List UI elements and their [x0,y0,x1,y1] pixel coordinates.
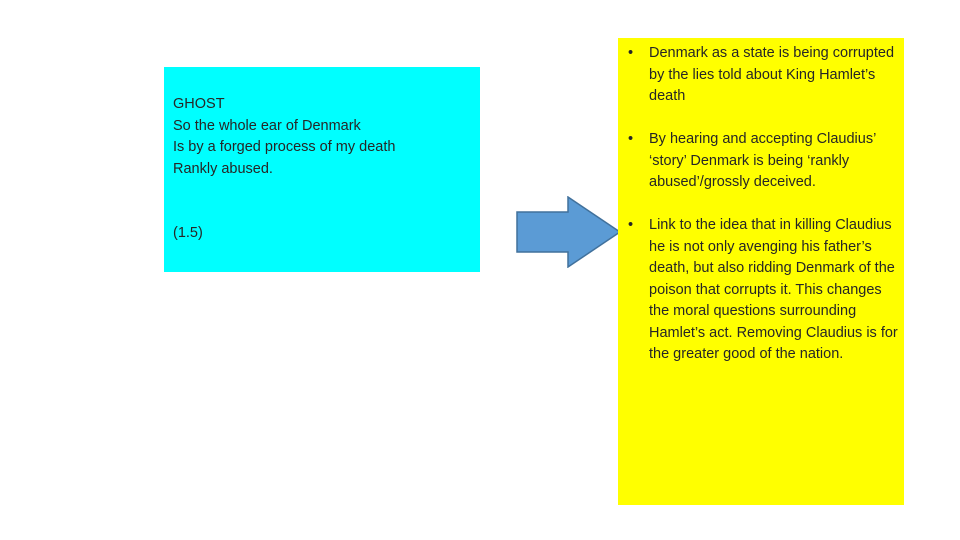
note-text-3: Link to the idea that in killing Claudius he is not only avenging his father’s death, but also ridding Denmark of the poison that corrupts it. This changes the moral questions surrounding Hamlet’s act. Removing Claudius is for the greater good of the nation. [649,217,898,362]
note-text-1: Denmark as a state is being corrupted by the lies told about King Hamlet’s death [649,45,895,104]
quote-line-3: Rankly abused. [173,160,273,177]
quote-speaker: GHOST [173,96,225,112]
note-item-3 [628,215,898,366]
bullet-icon: • [628,45,634,61]
quote-line-1: So the whole ear of Denmark [173,117,361,134]
bullet-icon: • [628,131,634,147]
note-item-1 [628,43,898,108]
right-arrow-shape [517,197,620,267]
notes-box [618,38,904,505]
right-arrow-icon [516,196,622,268]
bullet-icon: • [628,217,634,233]
quote-box [164,67,480,272]
note-item-2 [628,129,898,194]
notes-list [628,43,898,366]
quote-line-2: Is by a forged process of my death [173,139,396,155]
note-text-2: By hearing and accepting Claudius’ ‘story’ Denmark is being ‘rankly abused’/grossly deceived. [649,131,876,190]
quote-reference: (1.5) [173,225,203,241]
